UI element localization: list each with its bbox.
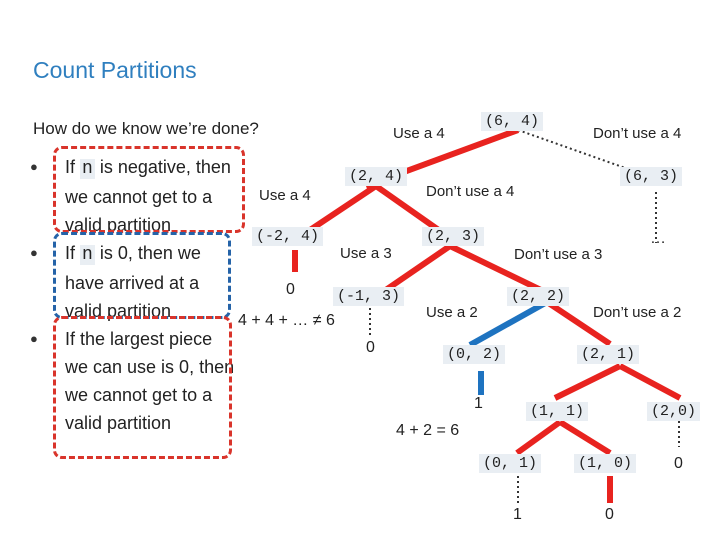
n-code: n — [82, 159, 93, 179]
node-6-3: (6, 3) — [620, 167, 682, 186]
edge-label-dont4-mid: Don’t use a 4 — [426, 183, 515, 200]
edge-11-left — [517, 422, 560, 453]
node-2-1: (2, 1) — [577, 345, 639, 364]
node-0-1: (0, 1) — [479, 454, 541, 473]
edge-21-left — [555, 366, 620, 398]
node-1-0: (1, 0) — [574, 454, 636, 473]
base-case-zero: ● If n is 0, then we have arrived at a valid partition — [30, 239, 240, 325]
ellipsis: … — [650, 230, 666, 247]
edge-label-dont4-top: Don’t use a 4 — [593, 125, 682, 142]
edge-label-use2: Use a 2 — [426, 304, 478, 321]
base-case-largest-zero: ● If the largest piece we can use is 0, then we cannot get to a valid partition — [30, 325, 240, 437]
edge-label-use3: Use a 3 — [340, 245, 392, 262]
edge-label-use4-mid: Use a 4 — [259, 187, 311, 204]
result-value: 0 — [674, 455, 683, 472]
node-2-2: (2, 2) — [507, 287, 569, 306]
node-0-2: (0, 2) — [443, 345, 505, 364]
edge-label-dont2: Don’t use a 2 — [593, 304, 682, 321]
node-2-4: (2, 4) — [345, 167, 407, 186]
slide-title: Count Partitions — [33, 57, 197, 83]
result-value: 1 — [513, 506, 522, 523]
edge-label-dont3: Don’t use a 3 — [514, 246, 603, 263]
node-2-0: (2,0) — [647, 402, 700, 421]
result-value: 1 — [474, 395, 483, 412]
result-value: 0 — [605, 506, 614, 523]
edge-11-right — [560, 422, 610, 453]
base-case-negative: ● If n is negative, then we cannot get to a valid partition — [30, 153, 240, 239]
edge-21-right — [620, 366, 680, 398]
sum-annotation: 4 + 2 = 6 — [396, 422, 460, 439]
question-text: How do we know we’re done? — [33, 119, 259, 138]
result-value: 0 — [286, 281, 295, 298]
node-neg2-4: (-2, 4) — [252, 227, 323, 246]
edge-label-use4-top: Use a 4 — [393, 125, 445, 142]
n-code: n — [82, 245, 93, 265]
node-2-3: (2, 3) — [422, 227, 484, 246]
node-neg1-3: (-1, 3) — [333, 287, 404, 306]
sum-annotation: 4 + 4 + … ≠ 6 — [238, 312, 335, 329]
result-value: 0 — [366, 339, 375, 356]
edge-use2 — [470, 302, 547, 345]
node-6-4: (6, 4) — [481, 112, 543, 131]
node-1-1: (1, 1) — [526, 402, 588, 421]
